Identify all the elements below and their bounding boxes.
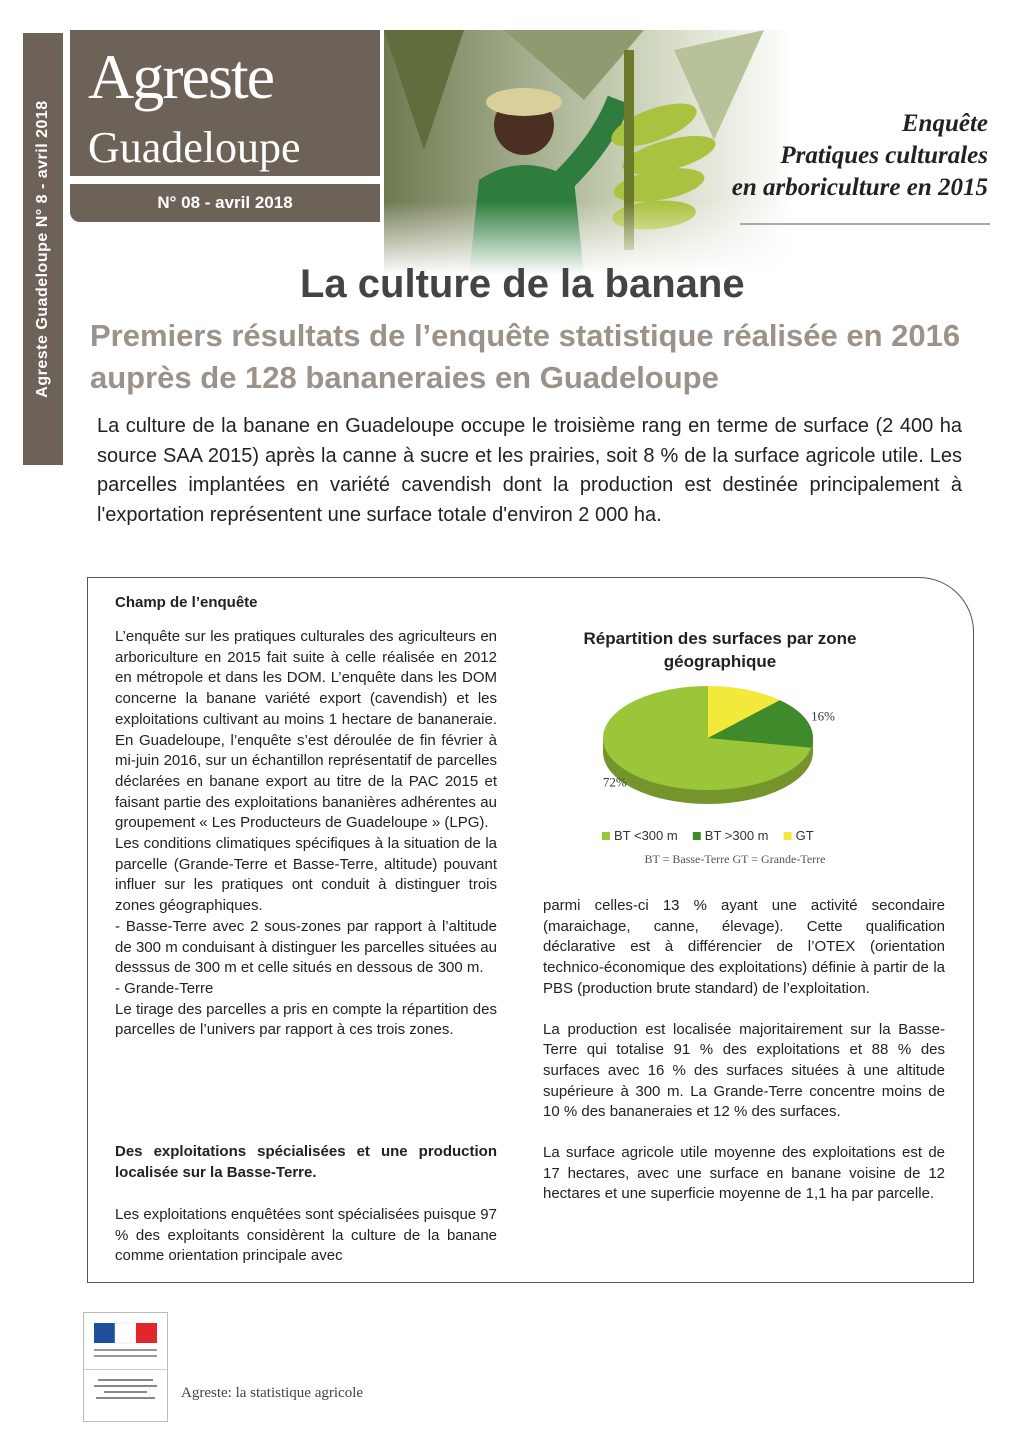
paragraph: L’enquête sur les pratiques culturales des agriculteurs en arboriculture en 2015 fait suite à celle réalisée en 2012 en métropole et dans les DOM. L’enquête dans les DOM concerne la banane variété export (cavendish) et les exploitations cultivant au moins 1 hectare de bananeraie. En Guadeloupe, l’enquête s’est déroulée de fin février à mi-juin 2016, sur un échantillon représentatif de parcelles déclarées en banane export au titre de la PAC 2015 et faisant partie des exploitations bananières adhérentes au groupement « Les Producteurs de Guadeloupe » (LPG). [115, 628, 497, 832]
ministry-logo [83, 1312, 168, 1422]
paragraph: La production est localisée majoritairement sur la Basse-Terre qui totalise 91 % des exploitations et 88 % des surfaces avec 16 % des surfaces situées à une altitude supérieure à 300 m. La Grande-Terre concentre moins de 10 % des bananeraies et 12 % des surfaces. [543, 1020, 945, 1121]
footer-text: Agreste: la statistique agricole [181, 1385, 364, 1401]
paragraph: Les conditions climatiques spécifiques à la situation de la parcelle (Grande-Terre et Basse-Terre, altitude) pouvant influer sur les pratiques ont conduit à distinguer trois zones géographiques. [115, 835, 497, 915]
side-band-text: Agreste Guadeloupe N° 8 - avril 2018 [34, 100, 51, 398]
survey-title [732, 108, 988, 204]
legend-label-0: BT <300 m [614, 828, 678, 843]
section-heading: Champ de l’enquête [115, 594, 258, 611]
legend-swatch-0 [602, 832, 610, 840]
paragraph: - Grande-Terre [115, 979, 214, 997]
brand-name: Agreste [88, 41, 274, 112]
section-heading: Des exploitations spécialisées et une production localisée sur la Basse-Terre. [115, 1143, 497, 1181]
paragraph: La surface agricole utile moyenne des exploitations est de 17 hectares, avec une surface en banane voisine de 12 hectares et une superficie moyenne de 1,1 ha par parcelle. [543, 1144, 945, 1203]
chart-note: BT = Basse-Terre GT = Grande-Terre [644, 852, 826, 866]
pie-label-1: 16% [811, 708, 835, 724]
legend-swatch-1 [693, 832, 701, 840]
survey-line-3: en arboriculture en 2015 [731, 174, 988, 201]
paragraph: parmi celles-ci 13 % ayant une activité secondaire (maraichage, canne, élevage). Cette qualification déclarative est à différencier de l’OTEX (orientation technico-économique des exploitations) définie à partir de la PBS (production brute standard) de l’exploitation. [543, 897, 945, 997]
column-left [115, 627, 497, 1041]
legend-label-2: GT [795, 828, 814, 843]
survey-line-2: Pratiques culturales [780, 142, 988, 169]
pie-chart [590, 678, 880, 868]
issue-number: N° 08 - avril 2018 [70, 184, 380, 222]
intro-paragraph: La culture de la banane en Guadeloupe occupe le troisième rang en terme de surface (2 400 ha source SAA 2015) après la canne à sucre et les prairies, soit 8 % de la surface agricole utile. Les parcelles implantées en variété cavendish dont la production est destinée principalement à l'exportation représentent une surface totale d'environ 2 000 ha. [97, 415, 962, 526]
page-subtitle: Premiers résultats de l’enquête statistique réalisée en 2016 auprès de 128 bananeraies en Guadeloupe [90, 318, 961, 395]
paragraph: - Basse-Terre avec 2 sous-zones par rapport à l’altitude de 300 m conduisant à distinguer les parcelles situées au desssus de 300 m et celle situés en dessous de 300 m. [115, 917, 497, 977]
legend-swatch-2 [784, 832, 792, 840]
legend-label-1: BT >300 m [704, 828, 769, 843]
side-band [23, 33, 63, 465]
page-title: La culture de la banane [300, 262, 745, 306]
paragraph: Le tirage des parcelles a pris en compte la répartition des parcelles de l’univers par rapport à ces trois zones. [115, 1000, 497, 1039]
paragraph: Les exploitations enquêtées sont spécialisées puisque 97 % des exploitants considèrent la culture de la banane comme orientation principale avec [115, 1206, 497, 1265]
column-right [543, 896, 945, 1205]
survey-line-1: Enquête [901, 110, 988, 137]
pie-label-2 [741, 678, 765, 680]
divider [740, 223, 990, 225]
chart-title: Répartition des surfaces par zone géographique [583, 629, 857, 671]
masthead [70, 30, 380, 176]
brand-region: Guadeloupe [88, 123, 301, 172]
pie-label-0: 72% [602, 774, 627, 790]
